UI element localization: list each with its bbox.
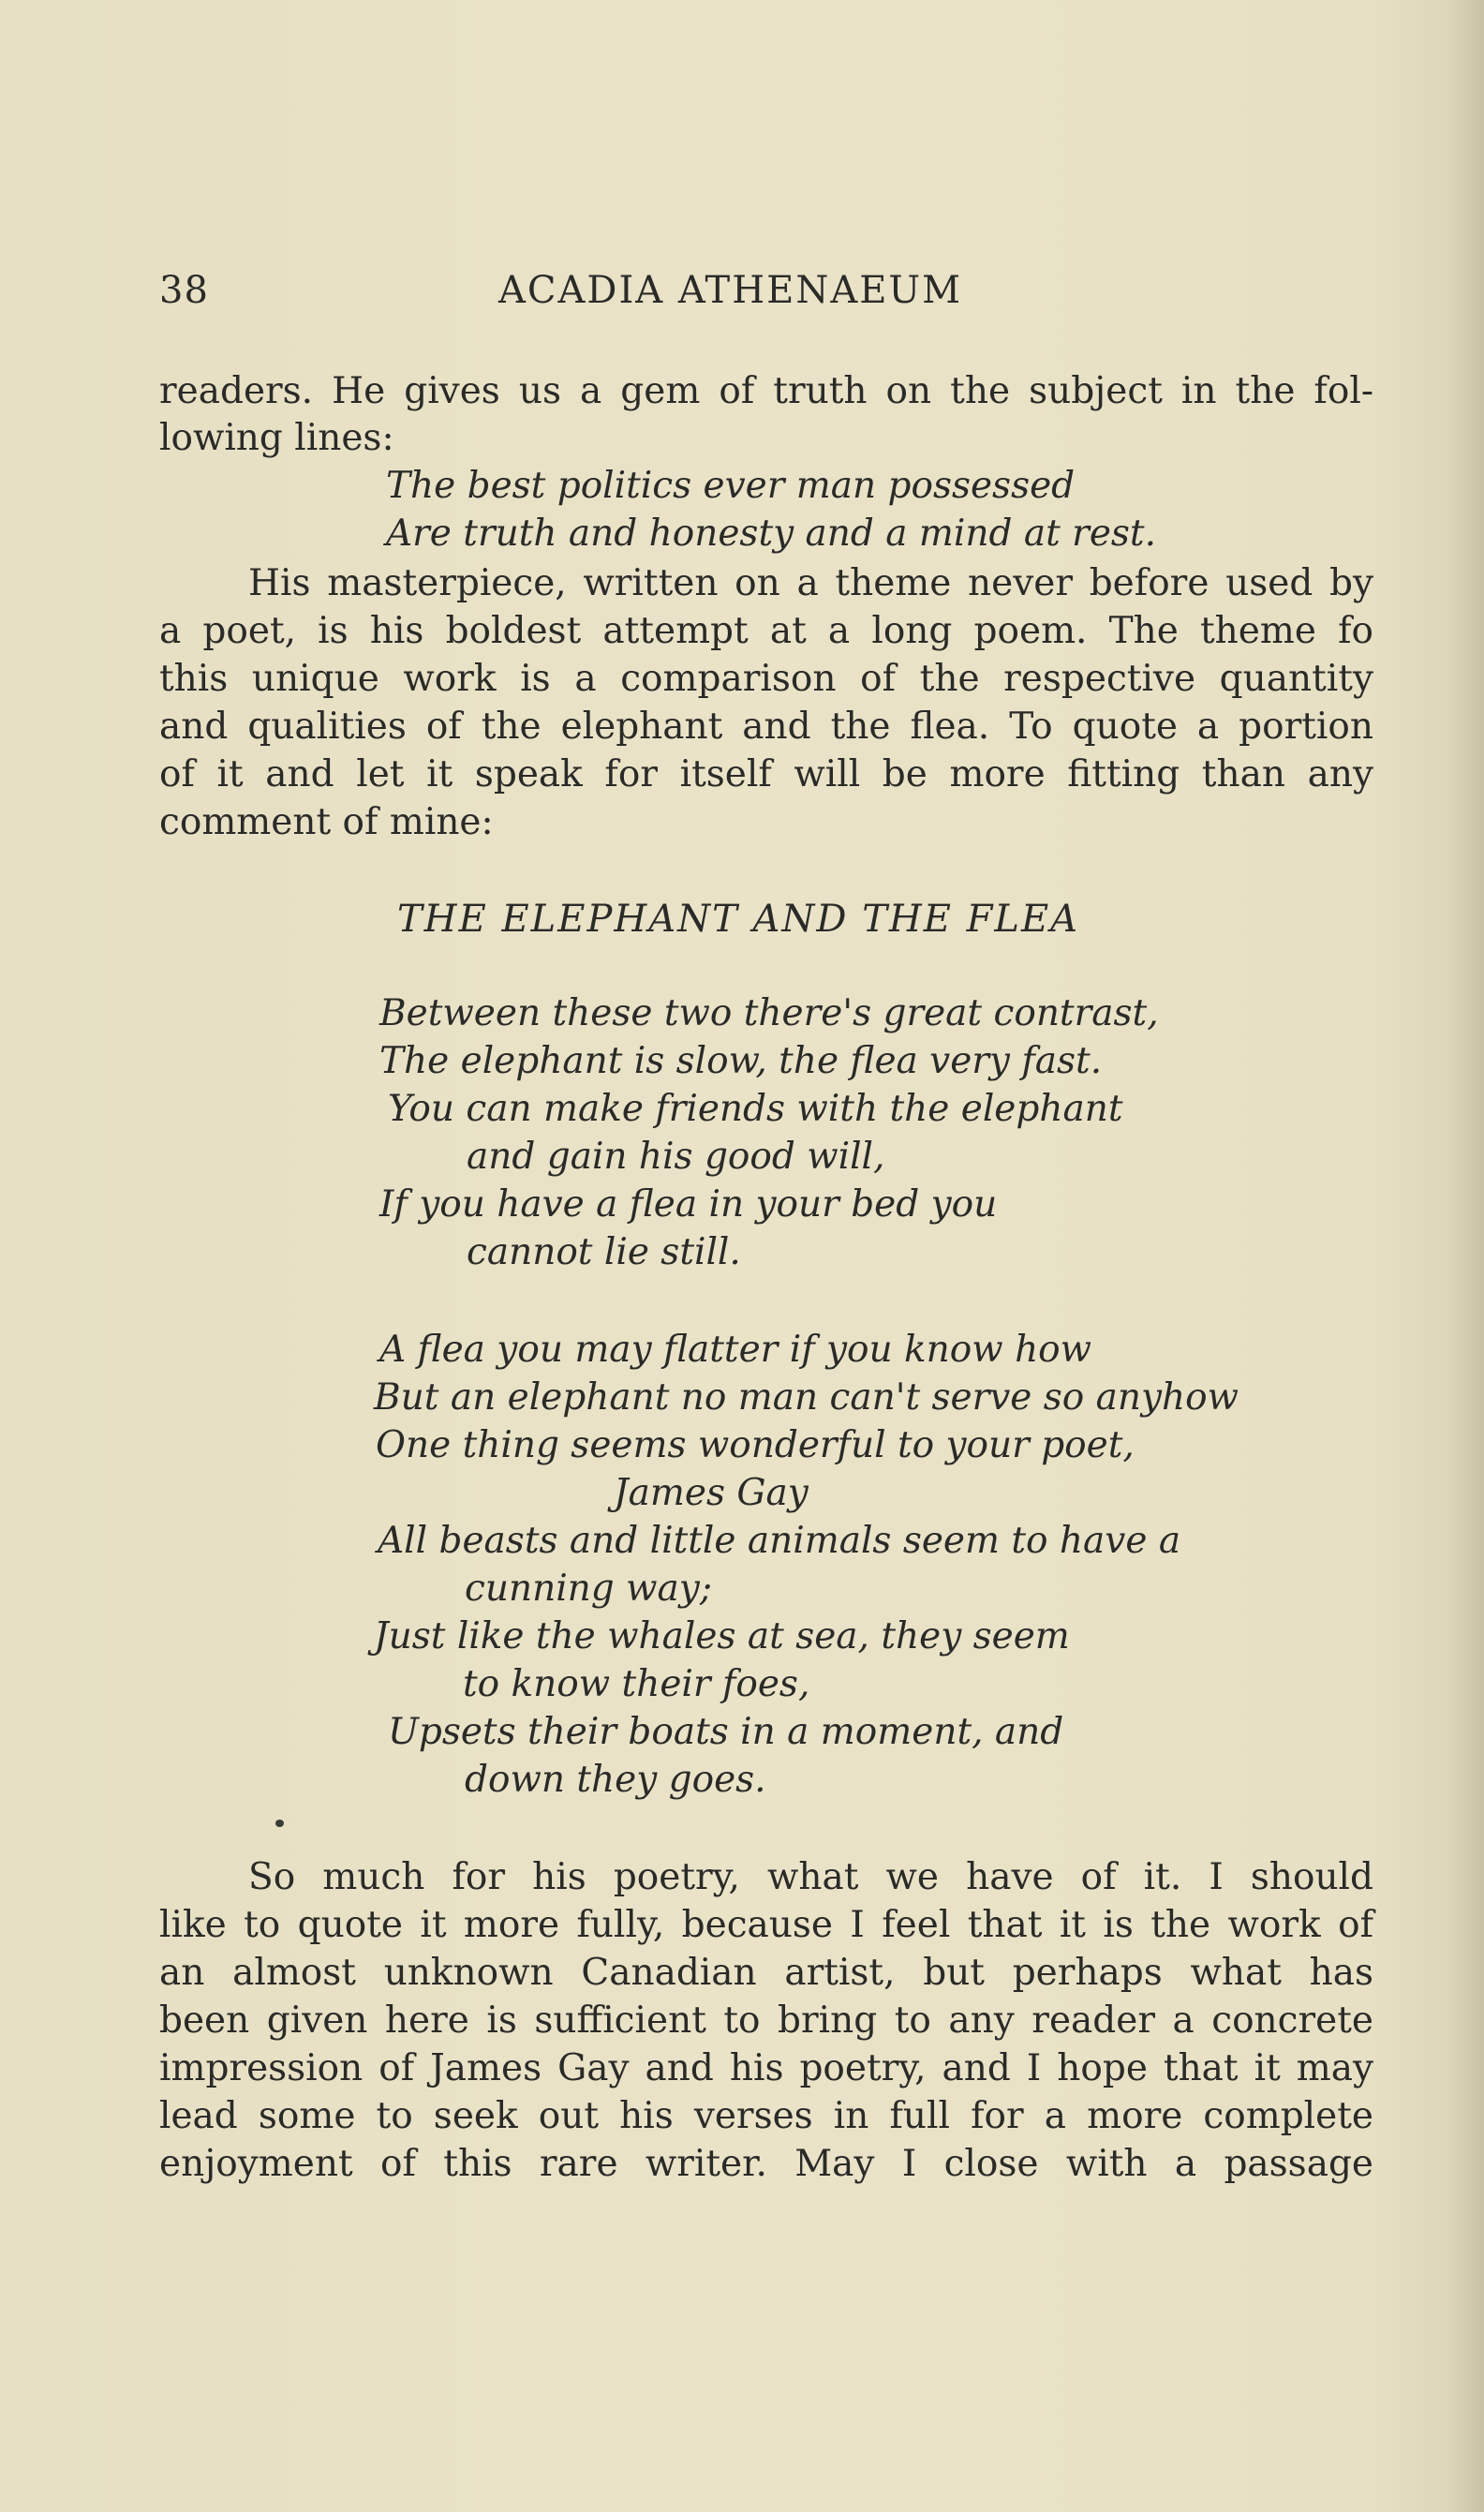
poem-line: Between these two there's great contrast, [379,992,1159,1034]
paragraph-line: been given here is sufficient to bring to any reader a concrete [159,1999,1373,2042]
page-edge-shadow [1447,0,1484,2512]
poem-line: But an elephant no man can't serve so anyhow [374,1376,1239,1419]
paragraph-line: enjoyment of this rare writer. May I close with a passage [159,2143,1373,2185]
paragraph-line: impression of James Gay and his poetry, and I hope that it may [159,2047,1373,2089]
poem-line: to know their foes, [463,1663,810,1705]
poem-line: A flea you may flatter if you know how [379,1329,1092,1371]
poem-line: James Gay [614,1472,809,1514]
poem-line: Upsets their boats in a moment, and [388,1711,1064,1753]
running-head: ACADIA ATHENAEUM [498,269,963,312]
quote-line: The best politics ever man possessed [386,465,1076,507]
quote-line: Are truth and honesty and a mind at rest. [386,513,1156,555]
paragraph-line: lead some to seek out his verses in full for a more complete [159,2095,1373,2137]
paragraph-line: like to quote it more fully, because I feel that it is the work of [159,1904,1373,1946]
ink-speck [275,1820,284,1827]
paragraph-line: of it and let it speak for itself will be more fitting than any [159,753,1373,795]
page-header [159,269,1377,325]
paragraph-line: So much for his poetry, what we have of it. I should [248,1856,1373,1898]
poem-line: Just like the whales at sea, they seem [374,1615,1070,1657]
poem-line: down they goes. [465,1759,766,1801]
poem-line: cannot lie still. [467,1231,741,1273]
paragraph-line: an almost unknown Canadian artist, but perhaps what has [159,1952,1373,1994]
poem-line: You can make friends with the elephant [388,1088,1123,1130]
poem-line: The elephant is slow, the flea very fast. [379,1040,1103,1082]
paragraph-line: this unique work is a comparison of the respective quantity [159,658,1373,700]
paragraph-line: His masterpiece, written on a theme never before used by [248,562,1373,604]
poem-line: and gain his good will, [467,1136,885,1178]
page-number: 38 [159,269,209,312]
paragraph-line: comment of mine: [159,801,494,843]
poem-line: If you have a flea in your bed you [379,1183,998,1226]
paragraph-line: and qualities of the elephant and the flea. To quote a portion [159,706,1373,748]
poem-title: THE ELEPHANT AND THE FLEA [397,898,1080,941]
paragraph-line: a poet, is his boldest attempt at a long poem. The theme fo [159,610,1373,652]
poem-line: cunning way; [465,1568,712,1610]
poem-line: All beasts and little animals seem to have a [378,1520,1181,1562]
poem-line: One thing seems wonderful to your poet, [376,1424,1135,1466]
intro-line: lowing lines: [159,417,394,459]
intro-line: readers. He gives us a gem of truth on the subject in the fol- [159,370,1373,412]
